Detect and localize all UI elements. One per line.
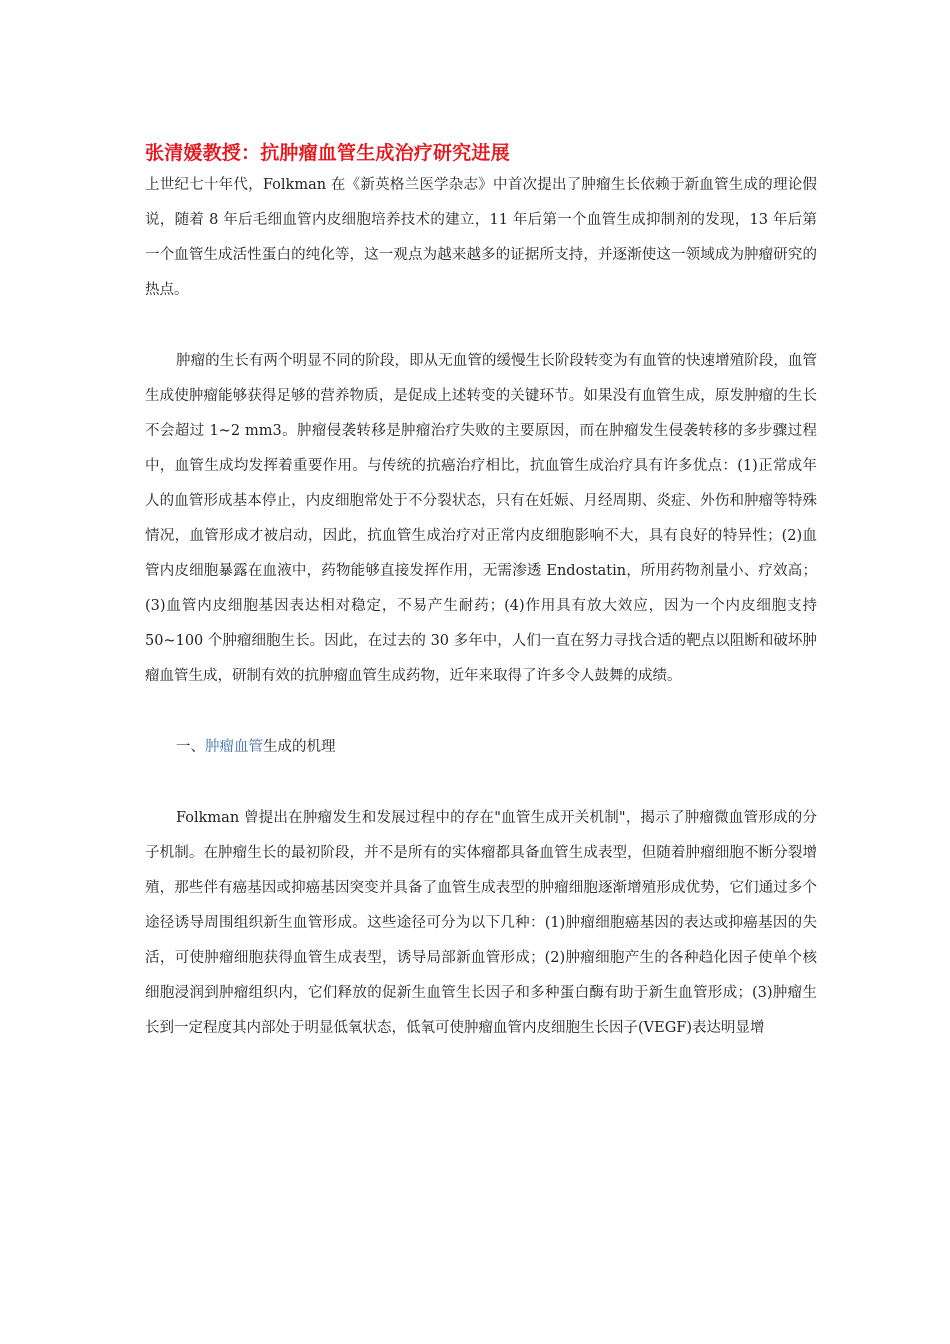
section-heading-mechanism [145,730,817,765]
paragraph-intro: 上世纪七十年代，Folkman 在《新英格兰医学杂志》中首次提出了肿瘤生长依赖于新血管生成的理论假说，随着 8 年后毛细血管内皮细胞培养技术的建立，11 年后第一个血管生成抑制剂的发现，13 年后第一个血管生成活性蛋白的纯化等，这一观点为越来越多的证据所支持，并逐渐使这一领域成为肿瘤研究的热点。 [145,177,817,298]
article-body [145,138,817,1046]
paragraph-angiogenic-switch: Folkman 曾提出在肿瘤发生和发展过程中的存在"血管生成开关机制"，揭示了肿瘤微血管形成的分子机制。在肿瘤生长的最初阶段，并不是所有的实体瘤都具备血管生成表型，但随着肿瘤细胞不断分裂增殖，那些伴有癌基因或抑癌基因突变并具备了血管生成表型的肿瘤细胞逐渐增殖形成优势，它们通过多个途径诱导周围组织新生血管形成。这些途径可分为以下几种：(1)肿瘤细胞癌基因的表达或抑癌基因的失活，可使肿瘤细胞获得血管生成表型，诱导局部新血管形成；(2)肿瘤细胞产生的各种趋化因子使单个核细胞浸润到肿瘤组织内，它们释放的促新生血管生长因子和多种蛋白酶有助于新生血管形成；(3)肿瘤生长到一定程度其内部处于明显低氧状态，低氧可使肿瘤血管内皮细胞生长因子(VEGF)表达明显增 [145,810,817,1036]
tumor-vessel-link[interactable]: 肿瘤血管 [205,739,263,755]
section-number: 一、 [176,739,205,755]
article-title: 张清媛教授：抗肿瘤血管生成治疗研究进展 [145,142,510,164]
paragraph-growth-stages: 肿瘤的生长有两个明显不同的阶段，即从无血管的缓慢生长阶段转变为有血管的快速增殖阶段，血管生成使肿瘤能够获得足够的营养物质，是促成上述转变的关键环节。如果没有血管生成，原发肿瘤的生长不会超过 1~2 mm3。肿瘤侵袭转移是肿瘤治疗失败的主要原因，而在肿瘤发生侵袭转移的多步骤过程中，血管生成均发挥着重要作用。与传统的抗癌治疗相比，抗血管生成治疗具有许多优点：(1)正常成年人的血管形成基本停止，内皮细胞常处于不分裂状态，只有在妊娠、月经周期、炎症、外伤和肿瘤等特殊情况，血管形成才被启动，因此，抗血管生成治疗对正常内皮细胞影响不大，具有良好的特异性；(2)血管内皮细胞暴露在血液中，药物能够直接发挥作用，无需渗透 Endostatin，所用药物剂量小、疗效高；(3)血管内皮细胞基因表达相对稳定，不易产生耐药；(4)作用具有放大效应，因为一个内皮细胞支持 50~100 个肿瘤细胞生长。因此，在过去的 30 多年中，人们一直在努力寻找合适的靶点以阻断和破坏肿瘤血管生成，研制有效的抗肿瘤血管生成药物，近年来取得了许多令人鼓舞的成绩。 [145,353,817,684]
section-title-rest: 生成的机理 [263,739,336,755]
